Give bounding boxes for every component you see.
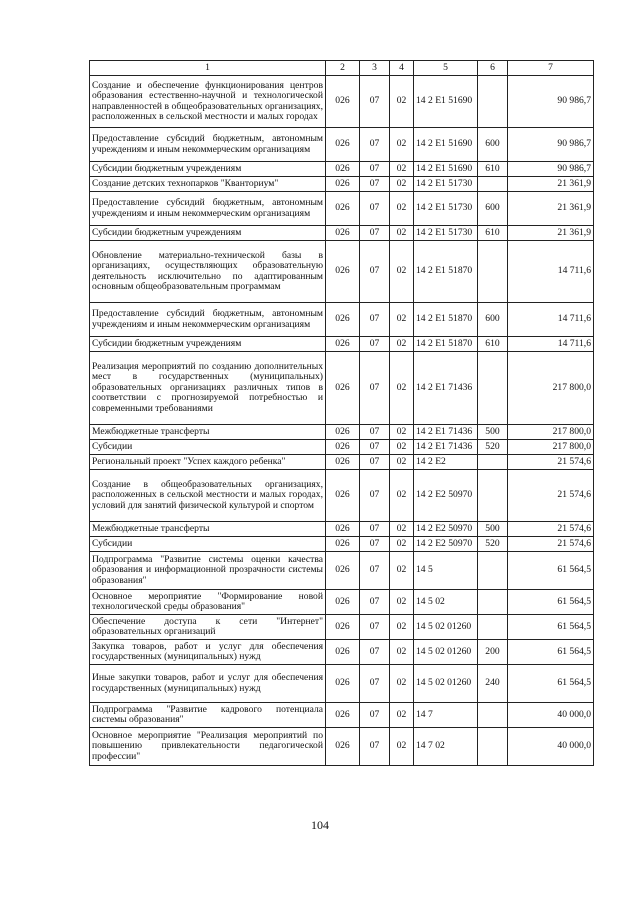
amount-cell: 217 800,0 — [508, 352, 594, 425]
section-code-cell: 07 — [360, 192, 390, 226]
amount-cell: 61 564,5 — [508, 552, 594, 590]
amount-cell: 21 361,9 — [508, 226, 594, 241]
table-body — [90, 76, 594, 766]
table-row — [90, 303, 594, 337]
table-row — [90, 241, 594, 303]
expense-name-cell: Основное мероприятие "Реализация мероприятий по повышению привлекательности педагогической профессии" — [90, 728, 326, 766]
target-article-cell: 14 2 E1 51870 — [414, 241, 478, 303]
section-code-cell: 07 — [360, 352, 390, 425]
table-row — [90, 337, 594, 352]
subsection-code-cell: 02 — [390, 728, 414, 766]
section-code-cell: 07 — [360, 703, 390, 728]
expense-name-cell: Предоставление субсидий бюджетным, автономным учреждениям и иным некоммерческим организациям — [90, 128, 326, 162]
administrator-code-cell: 026 — [326, 455, 360, 470]
target-article-cell: 14 2 E1 51690 — [414, 128, 478, 162]
amount-cell: 40 000,0 — [508, 703, 594, 728]
amount-cell: 21 574,6 — [508, 455, 594, 470]
expense-name-cell: Субсидии бюджетным учреждениям — [90, 162, 326, 177]
target-article-cell: 14 5 02 — [414, 590, 478, 615]
target-article-cell: 14 2 E1 51730 — [414, 192, 478, 226]
section-code-cell: 07 — [360, 128, 390, 162]
subsection-code-cell: 02 — [390, 241, 414, 303]
subsection-code-cell: 02 — [390, 470, 414, 522]
amount-cell: 61 564,5 — [508, 640, 594, 665]
column-header: 1 — [90, 61, 326, 76]
target-article-cell: 14 2 E2 50970 — [414, 470, 478, 522]
expense-name-cell: Субсидии бюджетным учреждениям — [90, 226, 326, 241]
target-article-cell: 14 5 02 01260 — [414, 640, 478, 665]
section-code-cell: 07 — [360, 226, 390, 241]
target-article-cell: 14 7 02 — [414, 728, 478, 766]
target-article-cell: 14 2 E2 — [414, 455, 478, 470]
table-row — [90, 192, 594, 226]
expense-name-cell: Иные закупки товаров, работ и услуг для обеспечения государственных (муниципальных) нужд — [90, 665, 326, 703]
administrator-code-cell: 026 — [326, 728, 360, 766]
administrator-code-cell: 026 — [326, 337, 360, 352]
table-row — [90, 177, 594, 192]
expense-name-cell: Основное мероприятие "Формирование новой технологической среды образования" — [90, 590, 326, 615]
subsection-code-cell: 02 — [390, 615, 414, 640]
table-row — [90, 665, 594, 703]
table-row — [90, 162, 594, 177]
target-article-cell: 14 2 E1 51730 — [414, 177, 478, 192]
target-article-cell: 14 5 02 01260 — [414, 665, 478, 703]
table-row — [90, 640, 594, 665]
expense-name-cell: Субсидии бюджетным учреждениям — [90, 337, 326, 352]
subsection-code-cell: 02 — [390, 703, 414, 728]
expense-type-cell: 610 — [478, 226, 508, 241]
table-header-row — [90, 61, 594, 76]
section-code-cell: 07 — [360, 615, 390, 640]
table-row — [90, 455, 594, 470]
column-header: 3 — [360, 61, 390, 76]
expense-type-cell — [478, 703, 508, 728]
section-code-cell: 07 — [360, 177, 390, 192]
subsection-code-cell: 02 — [390, 303, 414, 337]
subsection-code-cell: 02 — [390, 177, 414, 192]
table-row — [90, 440, 594, 455]
page-number: 104 — [311, 818, 329, 832]
subsection-code-cell: 02 — [390, 522, 414, 537]
amount-cell: 21 574,6 — [508, 537, 594, 552]
section-code-cell: 07 — [360, 470, 390, 522]
table-row — [90, 128, 594, 162]
table-row — [90, 522, 594, 537]
amount-cell: 90 986,7 — [508, 128, 594, 162]
section-code-cell: 07 — [360, 522, 390, 537]
expense-type-cell: 600 — [478, 303, 508, 337]
target-article-cell: 14 5 02 01260 — [414, 615, 478, 640]
expense-name-cell: Создание детских технопарков "Кванториум" — [90, 177, 326, 192]
amount-cell: 90 986,7 — [508, 162, 594, 177]
subsection-code-cell: 02 — [390, 537, 414, 552]
amount-cell: 61 564,5 — [508, 590, 594, 615]
administrator-code-cell: 026 — [326, 615, 360, 640]
amount-cell: 21 361,9 — [508, 192, 594, 226]
subsection-code-cell: 02 — [390, 192, 414, 226]
column-header: 2 — [326, 61, 360, 76]
subsection-code-cell: 02 — [390, 162, 414, 177]
expense-name-cell: Субсидии — [90, 440, 326, 455]
target-article-cell: 14 2 E1 71436 — [414, 425, 478, 440]
administrator-code-cell: 026 — [326, 470, 360, 522]
expense-type-cell: 200 — [478, 640, 508, 665]
table-row — [90, 470, 594, 522]
section-code-cell: 07 — [360, 665, 390, 703]
target-article-cell: 14 5 — [414, 552, 478, 590]
budget-table — [89, 60, 594, 766]
column-header: 5 — [414, 61, 478, 76]
administrator-code-cell: 026 — [326, 177, 360, 192]
administrator-code-cell: 026 — [326, 192, 360, 226]
administrator-code-cell: 026 — [326, 440, 360, 455]
administrator-code-cell: 026 — [326, 76, 360, 128]
amount-cell: 21 574,6 — [508, 470, 594, 522]
administrator-code-cell: 026 — [326, 241, 360, 303]
section-code-cell: 07 — [360, 337, 390, 352]
amount-cell: 14 711,6 — [508, 337, 594, 352]
expense-type-cell — [478, 470, 508, 522]
amount-cell: 217 800,0 — [508, 425, 594, 440]
amount-cell: 14 711,6 — [508, 241, 594, 303]
subsection-code-cell: 02 — [390, 352, 414, 425]
subsection-code-cell: 02 — [390, 76, 414, 128]
administrator-code-cell: 026 — [326, 590, 360, 615]
expense-type-cell: 520 — [478, 537, 508, 552]
expense-type-cell: 520 — [478, 440, 508, 455]
expense-type-cell — [478, 76, 508, 128]
target-article-cell: 14 2 E1 51690 — [414, 76, 478, 128]
target-article-cell: 14 2 E2 50970 — [414, 522, 478, 537]
amount-cell: 217 800,0 — [508, 440, 594, 455]
expense-type-cell — [478, 455, 508, 470]
administrator-code-cell: 026 — [326, 352, 360, 425]
table-row — [90, 352, 594, 425]
table-row — [90, 728, 594, 766]
amount-cell: 61 564,5 — [508, 665, 594, 703]
target-article-cell: 14 2 E1 51870 — [414, 337, 478, 352]
table-row — [90, 703, 594, 728]
expense-type-cell: 500 — [478, 522, 508, 537]
expense-type-cell: 600 — [478, 192, 508, 226]
administrator-code-cell: 026 — [326, 537, 360, 552]
subsection-code-cell: 02 — [390, 640, 414, 665]
section-code-cell: 07 — [360, 241, 390, 303]
subsection-code-cell: 02 — [390, 440, 414, 455]
section-code-cell: 07 — [360, 552, 390, 590]
administrator-code-cell: 026 — [326, 226, 360, 241]
expense-name-cell: Создание в общеобразовательных организациях, расположенных в сельской местности и малых городах, условий для занятий физической культурой и спортом — [90, 470, 326, 522]
target-article-cell: 14 2 E1 71436 — [414, 352, 478, 425]
expense-type-cell — [478, 615, 508, 640]
table-row — [90, 552, 594, 590]
table-row — [90, 226, 594, 241]
administrator-code-cell: 026 — [326, 665, 360, 703]
amount-cell: 90 986,7 — [508, 76, 594, 128]
subsection-code-cell: 02 — [390, 665, 414, 703]
target-article-cell: 14 2 E2 50970 — [414, 537, 478, 552]
subsection-code-cell: 02 — [390, 552, 414, 590]
section-code-cell: 07 — [360, 162, 390, 177]
expense-name-cell: Предоставление субсидий бюджетным, автономным учреждениям и иным некоммерческим организациям — [90, 303, 326, 337]
section-code-cell: 07 — [360, 537, 390, 552]
expense-name-cell: Обеспечение доступа к сети "Интернет" образовательных организаций — [90, 615, 326, 640]
subsection-code-cell: 02 — [390, 128, 414, 162]
administrator-code-cell: 026 — [326, 162, 360, 177]
subsection-code-cell: 02 — [390, 226, 414, 241]
amount-cell: 21 361,9 — [508, 177, 594, 192]
column-header: 7 — [508, 61, 594, 76]
subsection-code-cell: 02 — [390, 590, 414, 615]
expense-name-cell: Межбюджетные трансферты — [90, 522, 326, 537]
section-code-cell: 07 — [360, 76, 390, 128]
expense-name-cell: Реализация мероприятий по созданию дополнительных мест в государственных (муниципальных) образовательных организациях различных типов в соответствии с прогнозируемой потребностью и современными требованиями — [90, 352, 326, 425]
section-code-cell: 07 — [360, 728, 390, 766]
expense-name-cell: Предоставление субсидий бюджетным, автономным учреждениям и иным некоммерческим организациям — [90, 192, 326, 226]
subsection-code-cell: 02 — [390, 455, 414, 470]
target-article-cell: 14 2 E1 51870 — [414, 303, 478, 337]
expense-name-cell: Субсидии — [90, 537, 326, 552]
administrator-code-cell: 026 — [326, 703, 360, 728]
table-row — [90, 615, 594, 640]
expense-type-cell — [478, 177, 508, 192]
table-row — [90, 76, 594, 128]
administrator-code-cell: 026 — [326, 552, 360, 590]
expense-type-cell: 600 — [478, 128, 508, 162]
section-code-cell: 07 — [360, 440, 390, 455]
expense-type-cell — [478, 590, 508, 615]
expense-name-cell: Обновление материально-технической базы в организациях, осуществляющих образовательную деятельность исключительно по адаптированным основным общеобразовательным программам — [90, 241, 326, 303]
expense-name-cell: Закупка товаров, работ и услуг для обеспечения государственных (муниципальных) нужд — [90, 640, 326, 665]
section-code-cell: 07 — [360, 303, 390, 337]
administrator-code-cell: 026 — [326, 303, 360, 337]
amount-cell: 14 711,6 — [508, 303, 594, 337]
expense-name-cell: Подпрограмма "Развитие системы оценки качества образования и информационной прозрачности системы образования" — [90, 552, 326, 590]
expense-name-cell: Межбюджетные трансферты — [90, 425, 326, 440]
expense-type-cell — [478, 552, 508, 590]
table-row — [90, 537, 594, 552]
expense-name-cell: Региональный проект "Успех каждого ребенка" — [90, 455, 326, 470]
table-row — [90, 425, 594, 440]
target-article-cell: 14 2 E1 51730 — [414, 226, 478, 241]
subsection-code-cell: 02 — [390, 425, 414, 440]
amount-cell: 40 000,0 — [508, 728, 594, 766]
target-article-cell: 14 2 E1 71436 — [414, 440, 478, 455]
administrator-code-cell: 026 — [326, 425, 360, 440]
amount-cell: 61 564,5 — [508, 615, 594, 640]
amount-cell: 21 574,6 — [508, 522, 594, 537]
expense-type-cell — [478, 352, 508, 425]
target-article-cell: 14 7 — [414, 703, 478, 728]
expense-type-cell: 500 — [478, 425, 508, 440]
subsection-code-cell: 02 — [390, 337, 414, 352]
target-article-cell: 14 2 E1 51690 — [414, 162, 478, 177]
section-code-cell: 07 — [360, 455, 390, 470]
expense-name-cell: Подпрограмма "Развитие кадрового потенциала системы образования" — [90, 703, 326, 728]
section-code-cell: 07 — [360, 590, 390, 615]
expense-type-cell: 240 — [478, 665, 508, 703]
administrator-code-cell: 026 — [326, 522, 360, 537]
section-code-cell: 07 — [360, 640, 390, 665]
section-code-cell: 07 — [360, 425, 390, 440]
expense-name-cell: Создание и обеспечение функционирования центров образования естественно-научной и технологической направленностей в общеобразовательных организациях, расположенных в сельской местности и малых городах — [90, 76, 326, 128]
expense-type-cell — [478, 241, 508, 303]
expense-type-cell: 610 — [478, 162, 508, 177]
expense-type-cell — [478, 728, 508, 766]
column-header: 6 — [478, 61, 508, 76]
table-row — [90, 590, 594, 615]
column-header: 4 — [390, 61, 414, 76]
expense-type-cell: 610 — [478, 337, 508, 352]
administrator-code-cell: 026 — [326, 640, 360, 665]
administrator-code-cell: 026 — [326, 128, 360, 162]
